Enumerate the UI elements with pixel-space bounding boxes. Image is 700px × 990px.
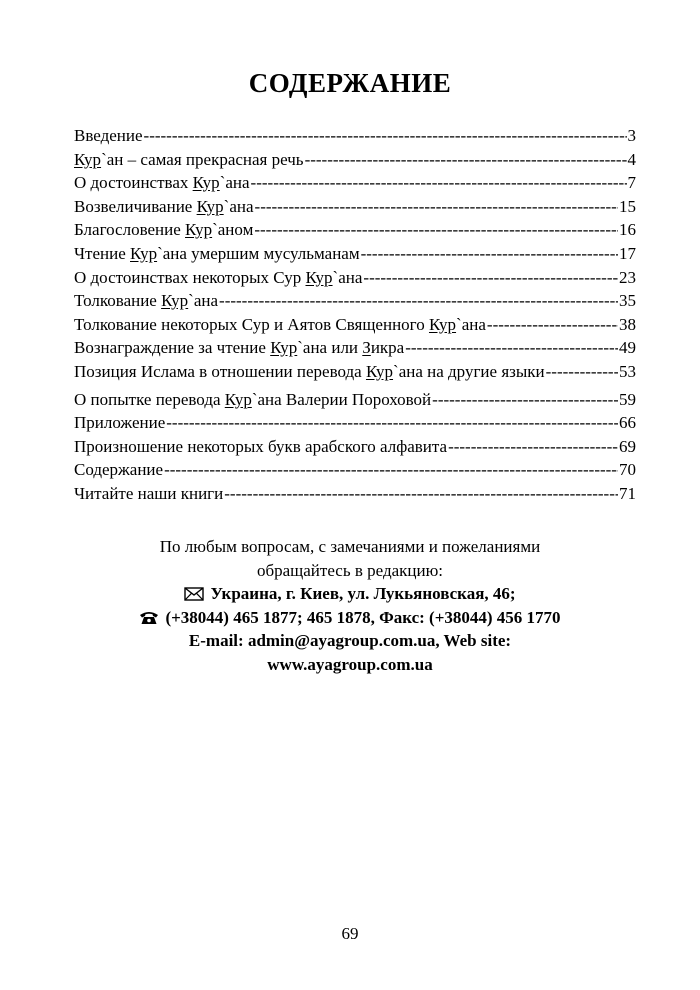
telephone-icon [139,610,159,625]
dash-leader [448,435,618,459]
toc-entry [74,242,636,266]
title-text: `ана или [297,338,363,358]
dash-leader [305,148,627,172]
dash-leader [254,218,618,242]
toc-entry-title [74,289,218,313]
toc-entry [74,195,636,219]
toc-entry-title [74,482,223,506]
title-text: `ана [223,196,254,216]
toc-entry [74,266,636,290]
toc-entry-title [74,336,404,360]
title-text: Позиция Ислама в отношении перевода [74,361,366,381]
toc-entry-title [74,148,304,172]
dash-leader [432,388,618,412]
dash-leader [363,266,618,290]
toc-entry-page: 69 [619,436,636,456]
toc-entry-title [74,458,163,482]
envelope-icon [184,587,204,601]
dash-leader [164,458,618,482]
title-text: Возвеличивание [74,196,197,216]
toc-entry-page: 49 [619,338,636,358]
title-text: Произношение некоторых букв арабского алфавита [74,436,448,456]
title-text: икра [370,338,405,358]
title-text: Введение [74,126,143,145]
toc-entry-title [74,388,431,412]
toc-entry [74,482,636,506]
title-text: `ана [332,267,363,287]
title-text: `ана умершим мусульманам [157,243,360,263]
title-text: Содержание [74,460,164,480]
dash-leader [219,289,618,313]
toc-entry [74,435,636,459]
toc-entry [74,218,636,242]
toc-entry-title [74,171,250,195]
toc-entry-title [74,266,362,290]
toc-entry [74,360,636,384]
dash-leader [361,242,618,266]
title-text: Вознаграждение за чтение [74,338,271,358]
underlined-text: Кур [161,291,189,311]
contact-email: E-mail: admin@ayagroup.com.ua, Web site: [188,631,512,650]
toc-entry-title [74,242,360,266]
dash-leader [487,313,618,337]
contact-address [0,582,700,606]
underlined-text: Кур [270,338,298,358]
title-text: `ана [219,173,250,193]
dash-leader [224,482,618,506]
underlined-text: Кур [224,389,252,409]
toc-entry [74,458,636,482]
underlined-text: Кур [74,149,102,169]
dash-leader [251,171,627,195]
underlined-text: Кур [305,267,333,287]
phones-text: (+38044) 465 1877; 465 1878, Факс: (+38044) 456 1770 [165,607,561,627]
title-text: Благословение [74,220,186,240]
toc-entry [74,171,636,195]
toc-entry-page: 38 [619,314,636,334]
toc-entry-title [74,435,447,459]
title-text: `ан – самая прекрасная речь [101,149,304,169]
underlined-text: Кур [130,243,158,263]
toc-entry-page: 59 [619,389,636,409]
underlined-text: Кур [428,314,457,334]
title-text: Толкование некоторых Сур и Аятов Священного [74,314,429,334]
address-text: Украина, г. Киев, ул. Лукьяновская, 46; [210,584,516,603]
toc-entry-title [74,313,486,337]
toc-entry [74,313,636,337]
dash-leader [546,360,618,384]
table-of-contents [74,124,636,506]
title-text: О достоинствах [74,173,193,193]
toc-entry-page: 3 [627,126,636,145]
title-text: Чтение [74,243,131,263]
underlined-text: З [362,338,371,358]
toc-entry [74,388,636,412]
toc-entry-page: 71 [619,483,636,503]
toc-entry [74,289,636,313]
contact-intro-line-2: обращайтесь в редакцию: [256,560,444,580]
underlined-text: Кур [185,220,213,240]
title-text: `ана на другие языки [393,361,545,381]
title-text: Приложение [74,413,166,433]
toc-entry-page: 16 [619,220,636,240]
title-text: `ана Валерии Пороховой [251,389,432,409]
toc-entry [74,411,636,435]
toc-entry-page: 4 [627,149,636,169]
toc-entry-title [74,124,143,148]
toc-entry-title [74,218,253,242]
dash-leader [405,336,618,360]
dash-leader [166,411,618,435]
toc-entry-title [74,360,545,384]
toc-entry-page: 53 [619,361,636,381]
underlined-text: Кур [365,361,394,381]
title-text: `ана [188,291,219,311]
page-number: 69 [341,924,359,943]
toc-entry [74,124,636,148]
toc-entry-page: 23 [619,267,636,287]
contact-block [0,535,700,676]
title-text: О достоинствах некоторых Сур [74,267,306,287]
page-title: СОДЕРЖАНИЕ [248,68,452,98]
toc-entry [74,148,636,172]
toc-entry-title [74,195,254,219]
underlined-text: Кур [196,196,224,216]
title-text: `ана [456,314,486,334]
title-text: Толкование [74,291,162,311]
toc-entry-page: 66 [619,413,636,433]
toc-entry-page: 7 [627,173,636,193]
toc-entry-page: 70 [619,460,636,480]
contact-intro-line-1: По любым вопросам, с замечаниями и пожеланиями [159,537,541,556]
toc-entry-page: 35 [619,291,636,311]
dash-leader [144,124,627,148]
title-text: Читайте наши книги [74,483,224,503]
title-text: `аном [212,220,254,240]
dash-leader [255,195,618,219]
toc-entry-page: 15 [619,196,636,216]
toc-entry-title [74,411,165,435]
toc-entry [74,336,636,360]
contact-website: www.ayagroup.com.ua [267,654,433,674]
title-text: О попытке перевода [74,389,225,409]
toc-entry-page: 17 [619,243,636,263]
underlined-text: Кур [192,173,220,193]
contact-phones [0,606,700,630]
